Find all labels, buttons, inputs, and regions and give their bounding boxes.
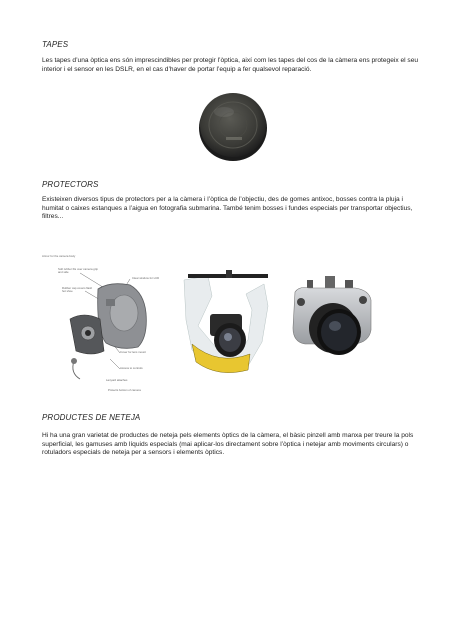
armor-drawing (40, 255, 168, 401)
callout-4: Cover for lens mount (120, 350, 146, 354)
callout-1: Soft rubber fits over camera grip and side (58, 267, 98, 275)
section-text-protectors: Existeixen diversos tipus de protectors per a la càmera i l’òptica de l’objectiu, des de gomes antixoc, bosses contra la pluja i humitat o caixes estanques a l’aigua en fotografia submarina. També tenim bosses i fundes especials per transportar objectius, filtres... (42, 196, 413, 221)
callout-6: Lanyard attaches (106, 378, 128, 382)
figure-title: Armor for the camera body (42, 254, 76, 258)
section-text-tapes: Les tapes d’una òptica ens són imprescindibles per protegir l’òptica, així com les tapes del cos de la càmera ens protegeix el seu interior i el sensor en les DSLR, en el cas d’haver de portar l’equip a fer qualsevol reparació. (42, 57, 419, 73)
lens-cap-image (196, 88, 270, 164)
callout-2: Clear window for LCD (132, 276, 160, 280)
callout-5: Access to controls (120, 366, 143, 370)
section-heading-tapes: TAPES (42, 40, 69, 49)
section-heading-protectors: PROTECTORS (42, 180, 99, 189)
callout-7: Protects bottom of camera (108, 388, 141, 392)
underwater-housing-image (285, 270, 380, 366)
section-text-productes: Hi ha una gran varietat de productes de neteja pels elements òptics de la càmera, el bàsic pinzell amb manxa per treure la pols superficial, les gamuses amb líquids especials (mai aplicar-los directament sobre l’òptica i netejar amb moviments circulars) o rotuladors especials de neteja per a sensors i elements òptics. (42, 432, 414, 457)
section-heading-productes: PRODUCTES DE NETEJA (42, 413, 141, 422)
callout-3: Rubber cap covers flash hot shoe (62, 286, 93, 294)
camera-armor-diagram (40, 255, 168, 401)
waterproof-bag-image (178, 270, 273, 380)
